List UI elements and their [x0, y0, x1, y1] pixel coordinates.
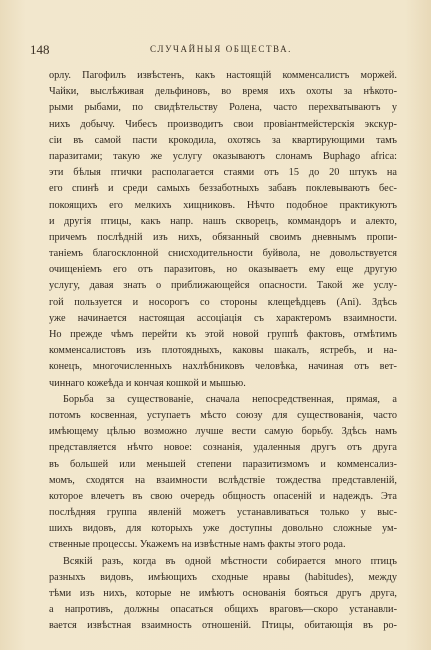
page-header: [30, 42, 413, 60]
text-line: въ большей или меньшей степени паразитизмомъ и комменсализ-: [49, 458, 397, 470]
text-line: Но прежде чѣмъ перейти къ этой новой группѣ фактовъ, отмѣтимъ: [49, 329, 397, 340]
text-line: ственные процессы. Укажемъ на извѣстные намъ факты этого рода.: [49, 539, 346, 551]
text-line: уже начинается настоящая ассоціація съ характеромъ взаимности.: [49, 312, 397, 324]
text-line: эти бѣлыя птички располагается стаями отъ 15 до 20 штукъ на: [49, 167, 397, 179]
text-line: конецъ, многочисленныхъ нахлѣбниковъ человѣка, начиная отъ вет-: [49, 361, 397, 373]
text-line: послѣдняя группа явленій можетъ устанавливаться только у выс-: [49, 507, 397, 519]
text-line: его спинѣ и среди самыхъ беззаботныхъ забавъ поклевываютъ бес-: [49, 183, 397, 195]
page-number: 148: [30, 42, 50, 57]
text-line: услугу, давая знать о приближающейся опасности. Такой же услу-: [49, 280, 397, 292]
text-line: имѣющему цѣлью возможно лучше вести самую борьбу. Здѣсь намъ: [49, 426, 397, 438]
text-line: Чайки, выслѣживая дельфиновъ, во время ихъ охоты за нѣкото-: [49, 86, 397, 98]
text-line: момъ, сходятся на взаимности вслѣдствіе тождества представленій,: [49, 474, 397, 486]
text-line: причемъ послѣдній изъ нихъ, обязанный своимъ дневнымъ пропи-: [49, 231, 397, 243]
paragraph-start-line: Борьба за существованіе, сначала непосредственная, прямая, а: [63, 393, 397, 405]
running-title: СЛУЧАЙНЫЯ ОБЩЕСТВА.: [150, 44, 293, 54]
text-line: очищеніемъ его отъ паразитовъ, но оказываетъ ему еще другую: [49, 264, 397, 276]
text-line: комменсалистовъ изъ плотоядныхъ, каковы шакалъ, ястребъ, и на-: [49, 345, 397, 357]
body-text: [49, 68, 397, 635]
text-line: чиннаго кожеѣда и кончая кошкой и мышью.: [49, 377, 246, 389]
text-line: паразитами; такую же услугу оказываютъ слонамъ Buphago africa:: [49, 150, 397, 162]
text-line: разныхъ видовъ, имѣющихъ сходные нравы (habitudes), между: [49, 571, 397, 583]
text-line: вается извѣстная взаимность отношеній. Птицы, обитающія въ ро-: [49, 620, 397, 632]
text-line: тѣми изъ нихъ, которые не имѣютъ основанія бояться другъ друга,: [49, 588, 397, 599]
text-line: шихъ видовъ, для которыхъ уже доступны довольно сложные ум-: [49, 523, 397, 535]
text-line: а напротивъ, должны опасаться общихъ враговъ—скоро устанавли-: [49, 604, 397, 616]
text-line: и другія птицы, какъ напр. нашъ скворецъ, коммандоръ и алекто,: [49, 215, 397, 227]
text-line: представляется нѣчто новое: сознанія, удаленныя другъ отъ друга: [49, 442, 397, 454]
paragraph-start-line: Всякій разъ, когда въ одной мѣстности собирается много птицъ: [63, 555, 397, 567]
text-line: которое влечетъ въ свою очередь общность опасеній и надеждъ. Эта: [49, 490, 397, 502]
text-line: покоящихъ его мелкихъ хищниковъ. Нѣчто подобное практикуютъ: [49, 199, 397, 211]
text-line: орлу. Пагофилъ извѣстенъ, какъ настоящій комменсалистъ моржей.: [49, 70, 397, 81]
text-line: потомъ косвенная, уступаетъ мѣсто союзу для существованія, часто: [49, 409, 397, 421]
text-line: таніемъ благосклонной снисходительности буйвола, не довольствуется: [49, 248, 397, 260]
text-line: рыми рыбами, по свидѣтельству Ролена, часто перехватываютъ у: [49, 102, 397, 114]
text-line: сіи въ самой пасти крокодила, охотясь за квартирующими тамъ: [49, 134, 397, 146]
text-line: нихъ добычу. Чибесъ производитъ свои провіантмейстерскія экскур-: [49, 118, 397, 130]
text-line: гой пользуется и носорогъ со стороны клещеѣдцевъ (Ani). Здѣсь: [49, 296, 397, 308]
